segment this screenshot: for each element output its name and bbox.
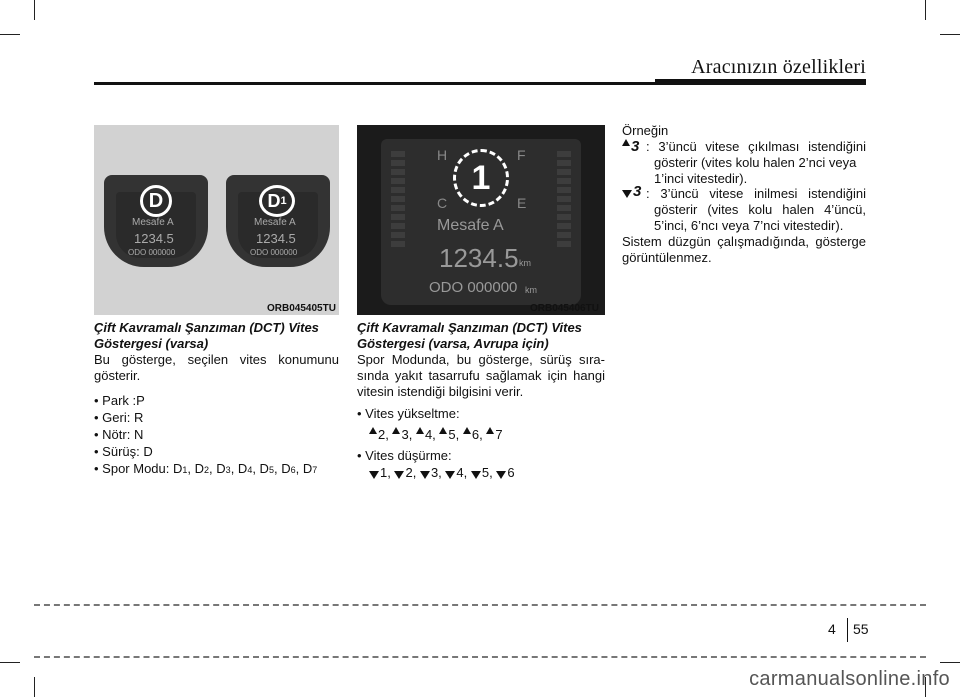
section-intro: Bu gösterge, seçilen vites konumunu gösterir. [94, 352, 339, 383]
upshift-icon [463, 427, 471, 434]
figure-code: ORB045406TU [530, 303, 599, 314]
list-item: • Vites yükseltme: [357, 406, 460, 421]
upshift-icon [416, 427, 424, 434]
crop-mark [925, 0, 926, 20]
crop-mark [0, 662, 20, 663]
cluster-image-d1 [226, 175, 330, 267]
section-intro: Spor Modunda, bu gösterge, sürüş sıra-sında yakıt tasarrufu sağlamak için hangi vitesin istendiği bilgisini verir. [357, 352, 605, 399]
up-example-line2: gösterir (vites kolu halen 2’nci veya [654, 155, 857, 170]
downshift-icon [471, 471, 481, 479]
upshift-icon [486, 427, 494, 434]
distance-value: 1234.5 [134, 231, 174, 246]
figure-dct-indicator [94, 125, 339, 315]
odo-value: ODO 000000 [250, 248, 298, 257]
shift-list [357, 405, 515, 481]
up-example-line1: : 3’üncü vitese çıkılması istendiğini [646, 139, 866, 154]
cluster-image-d [104, 175, 208, 267]
distance-unit: km [519, 258, 531, 268]
gear-d1-indicator: D 1 [259, 185, 295, 217]
down-example-line2: gösterir (vites kolu halen 4’üncü, [654, 202, 866, 217]
crop-mark [34, 677, 35, 697]
section-heading: Çift Kavramalı Şanzıman (DCT) Vites Göstergesi (varsa, Avrupa için) [357, 320, 582, 351]
list-item: • Vites düşürme: [357, 448, 452, 463]
temp-hot-label: H [437, 147, 448, 163]
list-item: • Nötr: N [94, 427, 144, 442]
upshift-3-icon: 3 [622, 138, 639, 155]
distance-label: Mesafe A [437, 217, 504, 234]
fuel-empty-label: E [517, 195, 527, 211]
page-number: 55 [853, 621, 869, 637]
page-header-title: Aracınızın özellikleri [691, 56, 866, 78]
footer-dashed-rule [34, 656, 926, 658]
list-item: • Sürüş: D [94, 444, 153, 459]
footer-dashed-rule [34, 604, 926, 606]
distance-value: 1234.5 [256, 231, 296, 246]
figure-dct-indicator-europe [357, 125, 605, 315]
distance-label: Mesafe A [132, 217, 174, 228]
chapter-number: 4 [828, 621, 836, 637]
odo-value: ODO 000000 [128, 248, 176, 257]
example-title: Örneğin [622, 123, 669, 138]
odo-unit: km [525, 285, 537, 295]
crop-mark [940, 662, 960, 663]
distance-value: 1234.5 [439, 243, 519, 273]
gear-1-indicator: 1 [453, 149, 509, 207]
downshift-3-icon: 3 [622, 183, 641, 200]
upshift-icon [439, 427, 447, 434]
list-item-sport: • Spor Modu: D1, D2, D3, D4, D5, D6, D7 [94, 461, 318, 476]
crop-mark [0, 34, 20, 35]
upshift-gears: 2, 3, 4, 5, 6, 7 [369, 426, 515, 443]
list-item: • Park :P [94, 393, 145, 408]
fuel-full-label: F [517, 147, 526, 163]
odo-value: ODO 000000 [429, 279, 518, 296]
figure-code: ORB045405TU [267, 303, 336, 314]
list-item: • Geri: R [94, 410, 144, 425]
downshift-icon [394, 471, 404, 479]
downshift-icon [420, 471, 430, 479]
distance-label: Mesafe A [254, 217, 296, 228]
downshift-icon [496, 471, 506, 479]
header-rule-accent [655, 79, 866, 84]
gear-d-indicator: D [140, 185, 172, 217]
temp-cold-label: C [437, 195, 448, 211]
upshift-icon [369, 427, 377, 434]
section-heading: Çift Kavramalı Şanzıman (DCT) Vites Göstergesi (varsa) [94, 320, 319, 351]
down-example-line1: : 3’üncü vitese inilmesi istendiğini [646, 186, 866, 201]
downshift-gears: 1, 2, 3, 4, 5, 6 [369, 464, 515, 481]
crop-mark [34, 0, 35, 20]
crop-mark [940, 34, 960, 35]
gear-list [94, 392, 317, 479]
up-example-line3: 1’inci vitestedir). [654, 171, 748, 186]
note-text: Sistem düzgün çalışmadığında, gösterge görüntülenmez. [622, 234, 866, 265]
down-example-line3: 5’inci, 6’ncı veya 7’nci vitestedir). [654, 218, 844, 233]
page-number-divider [847, 618, 848, 642]
watermark: carmanualsonline.info [749, 668, 950, 690]
upshift-icon [392, 427, 400, 434]
downshift-icon [369, 471, 379, 479]
downshift-icon [445, 471, 455, 479]
